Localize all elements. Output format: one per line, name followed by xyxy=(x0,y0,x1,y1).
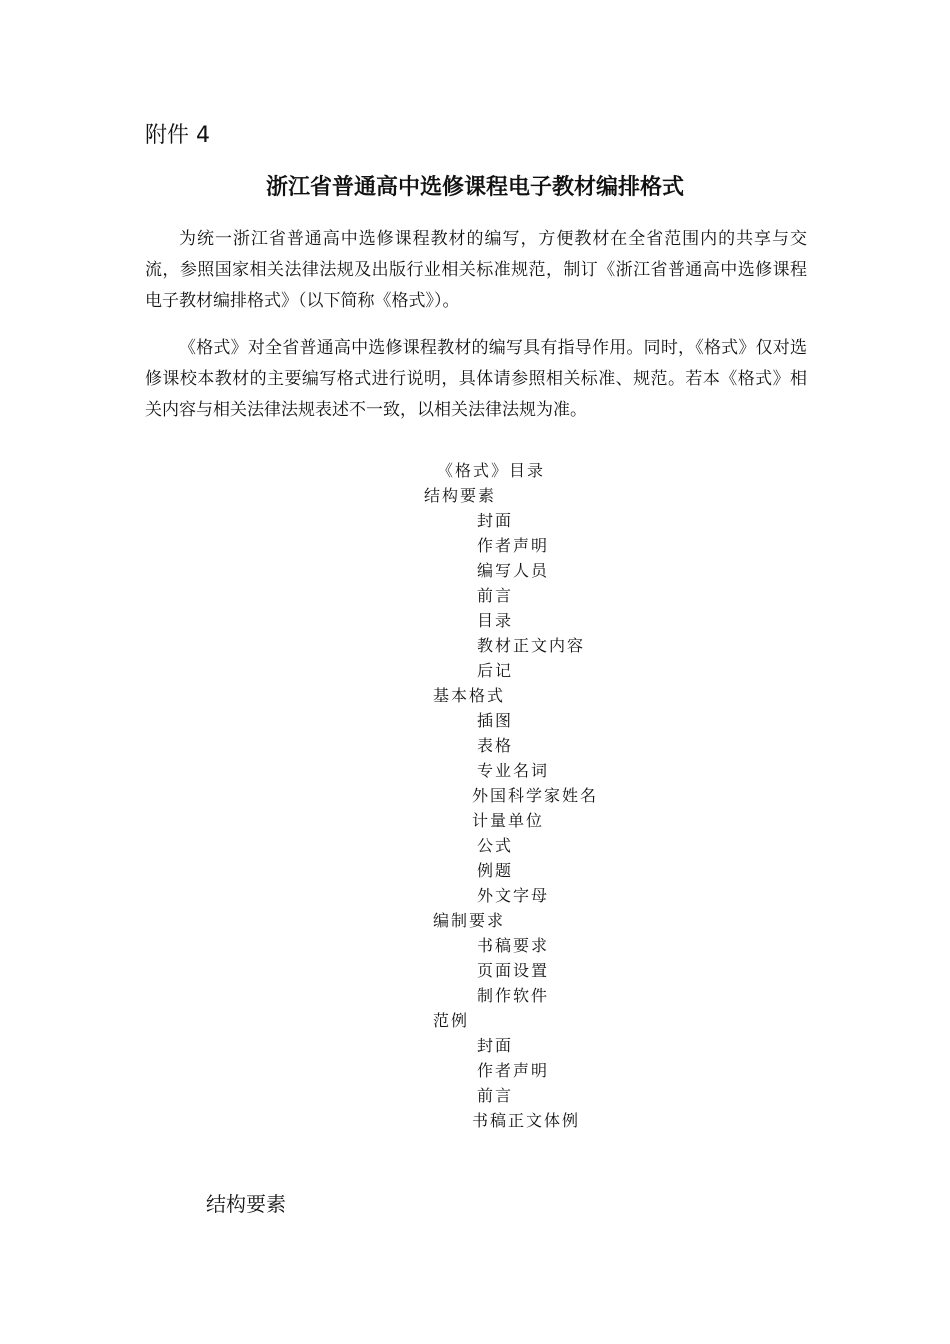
toc-section: 结构要素 xyxy=(424,486,497,505)
toc-item: 封面 xyxy=(477,511,514,530)
toc-item: 例题 xyxy=(477,861,514,880)
toc-section: 编制要求 xyxy=(433,911,506,930)
toc-item: 后记 xyxy=(477,661,514,680)
toc-item: 书稿要求 xyxy=(477,936,550,955)
toc-item: 外国科学家姓名 xyxy=(472,786,599,805)
toc-item: 制作软件 xyxy=(477,986,550,1005)
toc-section: 基本格式 xyxy=(433,686,506,705)
toc-item: 前言 xyxy=(477,1086,514,1105)
toc-item: 计量单位 xyxy=(472,811,545,830)
toc-item: 封面 xyxy=(477,1036,514,1055)
toc-item: 插图 xyxy=(477,711,514,730)
toc-item: 教材正文内容 xyxy=(477,636,586,655)
toc-item: 目录 xyxy=(477,611,514,630)
toc-title: 《格式》目录 xyxy=(437,461,546,480)
section-heading: 结构要素 xyxy=(206,1192,286,1216)
toc-item: 公式 xyxy=(477,836,514,855)
toc-item: 专业名词 xyxy=(477,761,550,780)
attachment-label: 附件 4 xyxy=(145,123,210,148)
toc-item: 页面设置 xyxy=(477,961,550,980)
toc-item: 书稿正文体例 xyxy=(472,1111,581,1130)
intro-paragraph: 为统一浙江省普通高中选修课程教材的编写，方便教材在全省范围内的共享与交流，参照国家相关法律法规及出版行业相关标准规范，制订《浙江省普通高中选修课程电子教材编排格式》（以下简称《格式》）。 xyxy=(145,229,807,311)
toc-item: 作者声明 xyxy=(477,536,550,555)
scope-paragraph: 《格式》对全省普通高中选修课程教材的编写具有指导作用。同时，《格式》仅对选修课校本教材的主要编写格式进行说明，具体请参照相关标准、规范。若本《格式》相关内容与相关法律法规表述不一致，以相关法律法规为准。 xyxy=(145,338,807,420)
toc-item: 编写人员 xyxy=(477,561,550,580)
toc-item: 表格 xyxy=(477,736,514,755)
toc-section: 范例 xyxy=(433,1011,470,1030)
toc-item: 前言 xyxy=(477,586,514,605)
toc-item: 外文字母 xyxy=(477,886,550,905)
document-title: 浙江省普通高中选修课程电子教材编排格式 xyxy=(265,175,684,200)
toc-item: 作者声明 xyxy=(477,1061,550,1080)
